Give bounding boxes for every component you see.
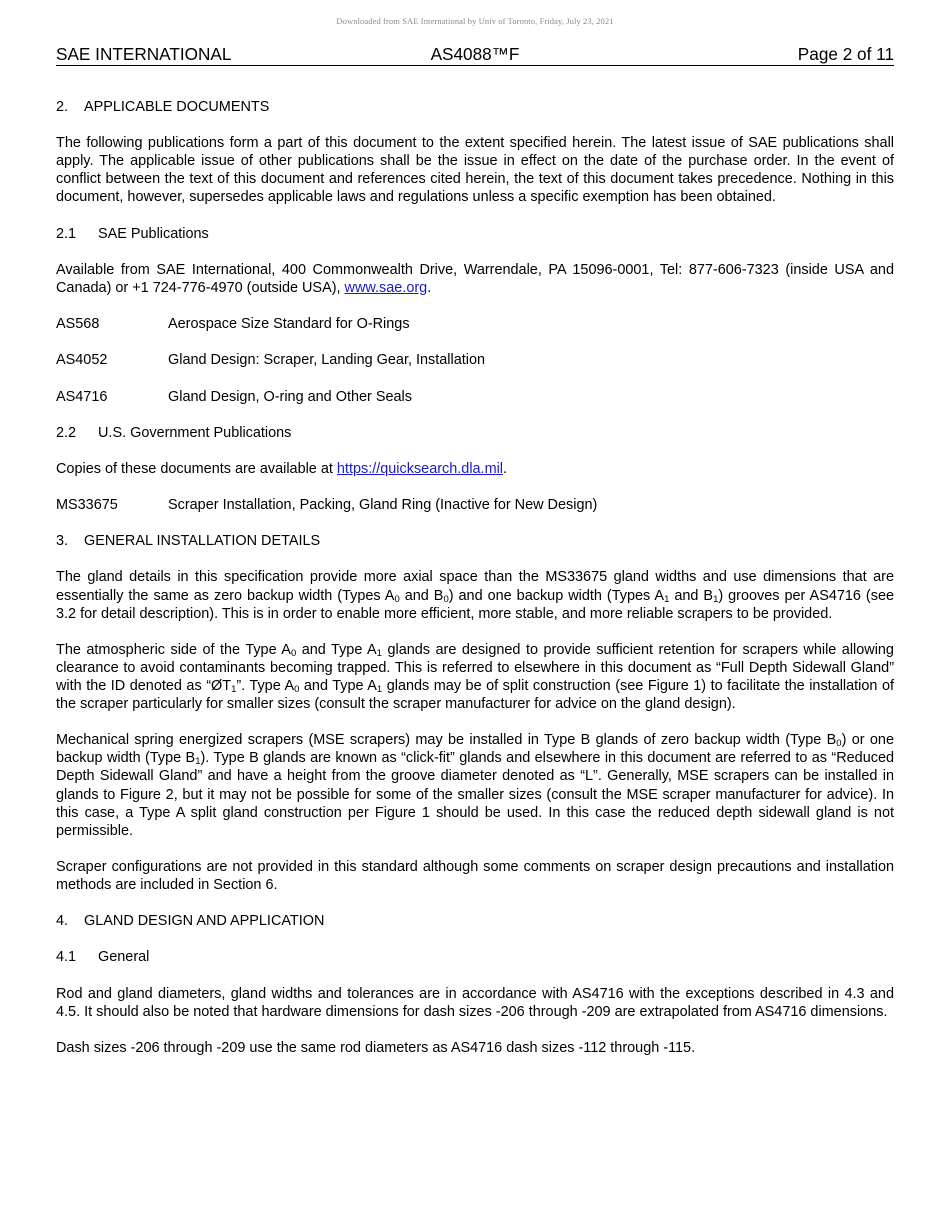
paragraph: Scraper configurations are not provided in this standard although some comments on scraper design precautions and installation methods are included in Section 6. xyxy=(56,858,894,894)
text: . xyxy=(427,279,432,296)
reference-title: Gland Design, O-ring and Other Seals xyxy=(168,388,412,405)
subscript: 1 xyxy=(231,684,237,695)
subsection-heading-us-government-publications xyxy=(56,424,894,442)
reference-title: Gland Design: Scraper, Landing Gear, Installation xyxy=(168,352,486,369)
subscript: 0 xyxy=(290,647,297,659)
paragraph xyxy=(56,460,894,478)
subscript: 0 xyxy=(394,593,400,605)
text: Mechanical spring energized scrapers (MSE scrapers) may be installed in Type B glands of zero backup width (Type B xyxy=(56,732,837,749)
reference-title: Aerospace Size Standard for O-Rings xyxy=(168,316,410,333)
text: and B xyxy=(399,587,444,604)
paragraph xyxy=(56,261,894,297)
section-title: GENERAL INSTALLATION DETAILS xyxy=(84,533,321,550)
reference-id: AS4716 xyxy=(56,388,108,405)
text: Available from SAE International, 400 Commonwealth Drive, Warrendale, PA 15096-0001, Tel: 877-606-7323 (inside USA and Canada) or +1 724-776-4970 (outside USA), xyxy=(56,261,894,296)
section-number: 3. xyxy=(56,533,69,550)
subsection-title: U.S. Government Publications xyxy=(98,424,292,441)
subscript: 1 xyxy=(664,593,670,605)
subscript: 1 xyxy=(195,756,201,768)
section-title: GLAND DESIGN AND APPLICATION xyxy=(84,913,325,930)
section-heading-applicable-documents xyxy=(56,98,894,116)
text: and Type A xyxy=(299,678,377,694)
text: and Type A xyxy=(296,641,377,658)
paragraph xyxy=(56,568,894,622)
paragraph: Dash sizes -206 through -209 use the same rod diameters as AS4716 dash sizes -112 through -115. xyxy=(56,1039,696,1056)
reference-row xyxy=(56,351,894,369)
reference-id: AS568 xyxy=(56,316,100,333)
subscript: 1 xyxy=(376,684,383,695)
subsection-heading-sae-publications xyxy=(56,225,894,243)
reference-row xyxy=(56,315,894,333)
dla-quicksearch-link[interactable]: https://quicksearch.dla.mil xyxy=(336,460,504,477)
reference-id: AS4052 xyxy=(56,352,108,369)
paragraph: The following publications form a part of this document to the extent specified herein. The latest issue of SAE publications shall apply. The applicable issue of other publications shall be the issue in effect on the date of the purchase order. In the event of conflict between the text of this document and references cited herein, the text of this document takes precedence. Nothing in this document, however, supersedes applicable laws and regulations unless a specific exemption has been obtained. xyxy=(56,135,894,206)
text: The atmospheric side of the Type A xyxy=(56,641,291,658)
subsection-number: 4.1 xyxy=(56,949,77,966)
text: ). Type B glands are known as “click-fit” glands and elsewhere in this document are referred to as “Reduced Depth Sidewall Gland” and have a height from the groove diameter denoted as “L”. Generally, MSE scrapers can be installed in glands to Figure 2, but it may not be possible for some of the smaller sizes (consult the MSE scraper manufacturer for advice). In this case, a Type A split gland construction per Figure 1 should be used. In this case the reduced depth sidewall gland is not permissible. xyxy=(56,750,895,839)
text: ) or one backup width (Type B xyxy=(56,732,894,767)
subscript: 0 xyxy=(836,738,842,750)
text: glands are designed to provide sufficient retention for scrapers while allowing clearance to avoid contaminants becoming trapped. This is referred to elsewhere in this document as “Full Depth Sidewall Gland” with the ID denoted as “ØT xyxy=(56,641,894,694)
subsection-number: 2.2 xyxy=(56,424,77,441)
section-number: 4. xyxy=(56,913,69,930)
section-number: 2. xyxy=(56,99,69,115)
header-organization: SAE INTERNATIONAL xyxy=(56,44,232,64)
text: ”. Type A xyxy=(236,678,295,694)
subsection-number: 2.1 xyxy=(56,225,77,242)
text: and B xyxy=(669,587,714,604)
paragraph: Rod and gland diameters, gland widths and tolerances are in accordance with AS4716 with the exceptions described in 4.3 and 4.5. It should also be noted that hardware dimensions for dash sizes -206 through -209 are extrapolated from AS4716 dimensions. xyxy=(56,985,894,1020)
subscript: 1 xyxy=(713,593,719,605)
subsection-title: General xyxy=(98,949,150,966)
text: The gland details in this specification provide more axial space than the MS33675 gland widths and use dimensions that are essentially the same as zero backup width (Types A xyxy=(56,569,894,604)
document-body xyxy=(56,98,894,1075)
text: Copies of these documents are available at xyxy=(56,460,337,477)
header-document-id: AS4088™F xyxy=(430,44,520,64)
subsection-title: SAE Publications xyxy=(98,225,209,242)
text: ) and one backup width (Types A xyxy=(448,587,665,604)
text: glands may be of split construction (see Figure 1) to facilitate the installation of the scraper particularly for smaller sizes (consult the scraper manufacturer for advice on the gland design). xyxy=(56,678,895,713)
section-heading-gland-design-and-application xyxy=(56,912,894,930)
header-page-number: Page 2 of 11 xyxy=(797,44,894,64)
subscript: 0 xyxy=(294,684,300,695)
download-watermark: Downloaded from SAE International by Univ of Toronto, Friday, July 23, 2021 xyxy=(336,16,614,26)
section-title: APPLICABLE DOCUMENTS xyxy=(84,99,270,115)
paragraph xyxy=(56,641,894,713)
reference-row xyxy=(56,496,894,514)
paragraph xyxy=(56,731,894,840)
text: . xyxy=(503,460,508,477)
subscript: 0 xyxy=(443,593,449,605)
subscript: 1 xyxy=(376,647,382,659)
sae-website-link[interactable]: www.sae.org xyxy=(344,279,428,296)
page-header xyxy=(56,44,894,66)
reference-title: Scraper Installation, Packing, Gland Ring (Inactive for New Design) xyxy=(168,497,598,514)
reference-id: MS33675 xyxy=(56,497,118,514)
section-heading-general-installation-details xyxy=(56,532,894,550)
subsection-heading-general xyxy=(56,948,894,966)
reference-row xyxy=(56,388,894,406)
text: ) grooves per AS4716 (see 3.2 for detail description). This is in order to enable more efficient, more stable, and more reliable scrapers to be provided. xyxy=(56,587,895,622)
